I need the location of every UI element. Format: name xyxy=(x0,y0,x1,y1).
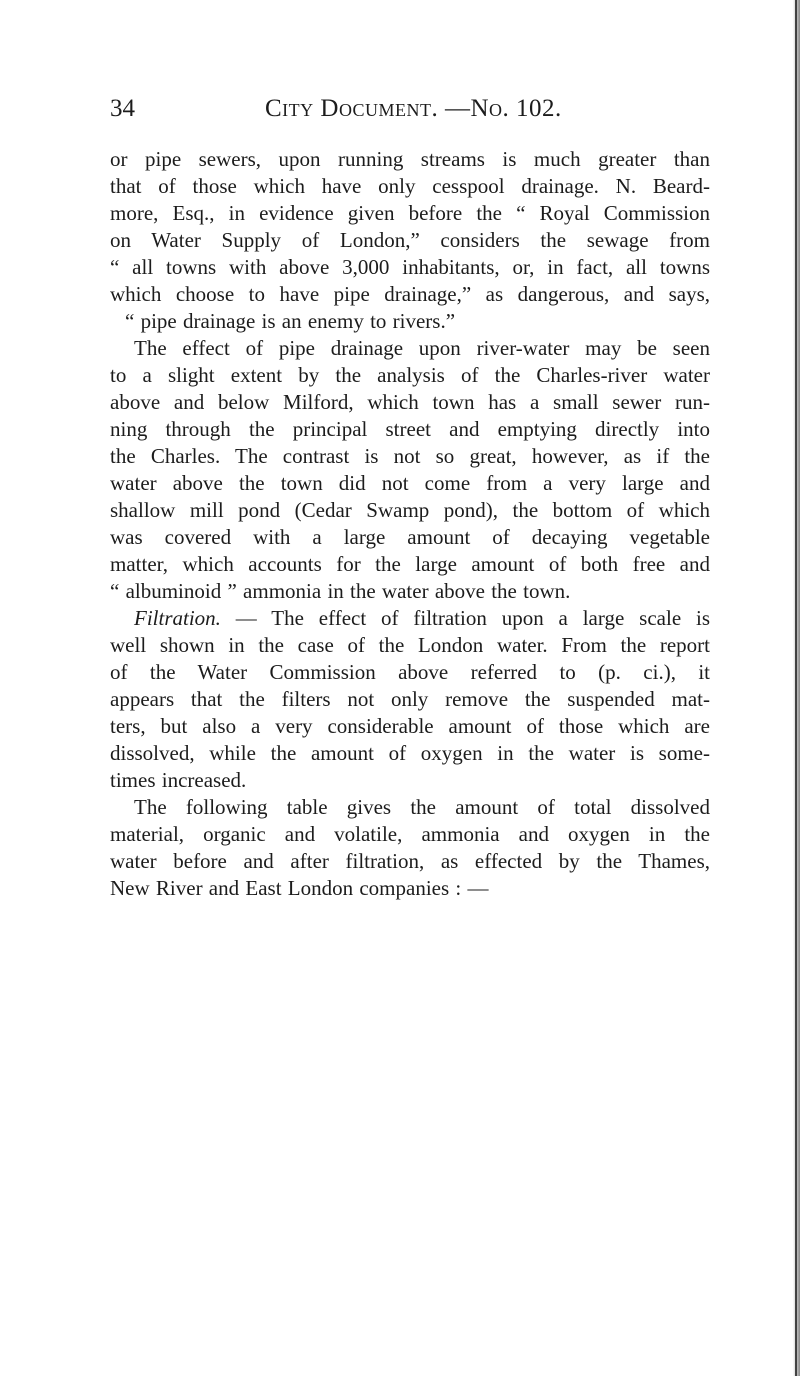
page-header xyxy=(110,92,710,126)
text-line: material, organic and volatile, ammonia and oxygen in the xyxy=(110,822,710,846)
text-line: ters, but also a very considerable amount of those which are xyxy=(110,714,710,738)
text-line: well shown in the case of the London water. From the report xyxy=(110,633,710,657)
filtration-heading: Filtration. xyxy=(134,606,221,630)
text-line: more, Esq., in evidence given before the “ Royal Commission xyxy=(110,201,710,225)
text-line: “ all towns with above 3,000 inhabitants, or, in fact, all towns xyxy=(110,255,710,279)
text-line: appears that the filters not only remove the suspended mat- xyxy=(110,687,710,711)
text-line: ning through the principal street and emptying directly into xyxy=(110,417,710,441)
text-line: to a slight extent by the analysis of the Charles-river water xyxy=(110,363,710,387)
text-line: above and below Milford, which town has a small sewer run- xyxy=(110,390,710,414)
text-line: matter, which accounts for the large amount of both free and xyxy=(110,552,710,576)
text-line: dissolved, while the amount of oxygen in the water is some- xyxy=(110,741,710,765)
text-line: which choose to have pipe drainage,” as dangerous, and says, xyxy=(110,282,710,306)
text-line: that of those which have only cesspool drainage. N. Beard- xyxy=(110,174,710,198)
text-line: times increased. xyxy=(110,768,247,792)
text-line: water before and after filtration, as effected by the Thames, xyxy=(110,849,710,873)
text-line: “ albuminoid ” ammonia in the water above the town. xyxy=(110,579,571,603)
text-line: of the Water Commission above referred to (p. ci.), it xyxy=(110,660,710,684)
page-number: 34 xyxy=(110,95,135,122)
paragraph-start-line: The following table gives the amount of total dissolved xyxy=(134,795,710,819)
running-head: City Document. —No. 102. xyxy=(265,95,562,122)
text-line: was covered with a large amount of decaying vegetable xyxy=(110,525,710,549)
text-line: New River and East London companies : — xyxy=(110,876,489,900)
filtration-line-text: — The effect of filtration upon a large scale is xyxy=(235,606,710,630)
text-line: or pipe sewers, upon running streams is much greater than xyxy=(110,147,710,171)
text-line: shallow mill pond (Cedar Swamp pond), the bottom of which xyxy=(110,498,710,522)
paragraph-start-line: The effect of pipe drainage upon river-water may be seen xyxy=(134,336,710,360)
text-line: water above the town did not come from a very large and xyxy=(110,471,710,495)
text-line: “ pipe drainage is an enemy to rivers.” xyxy=(125,309,456,333)
text-line: on Water Supply of London,” considers the sewage from xyxy=(110,228,710,252)
filtration-heading-line xyxy=(110,605,710,632)
body-text xyxy=(110,146,710,902)
page-edge-shadow xyxy=(793,0,800,1376)
text-line: the Charles. The contrast is not so great, however, as if the xyxy=(110,444,710,468)
